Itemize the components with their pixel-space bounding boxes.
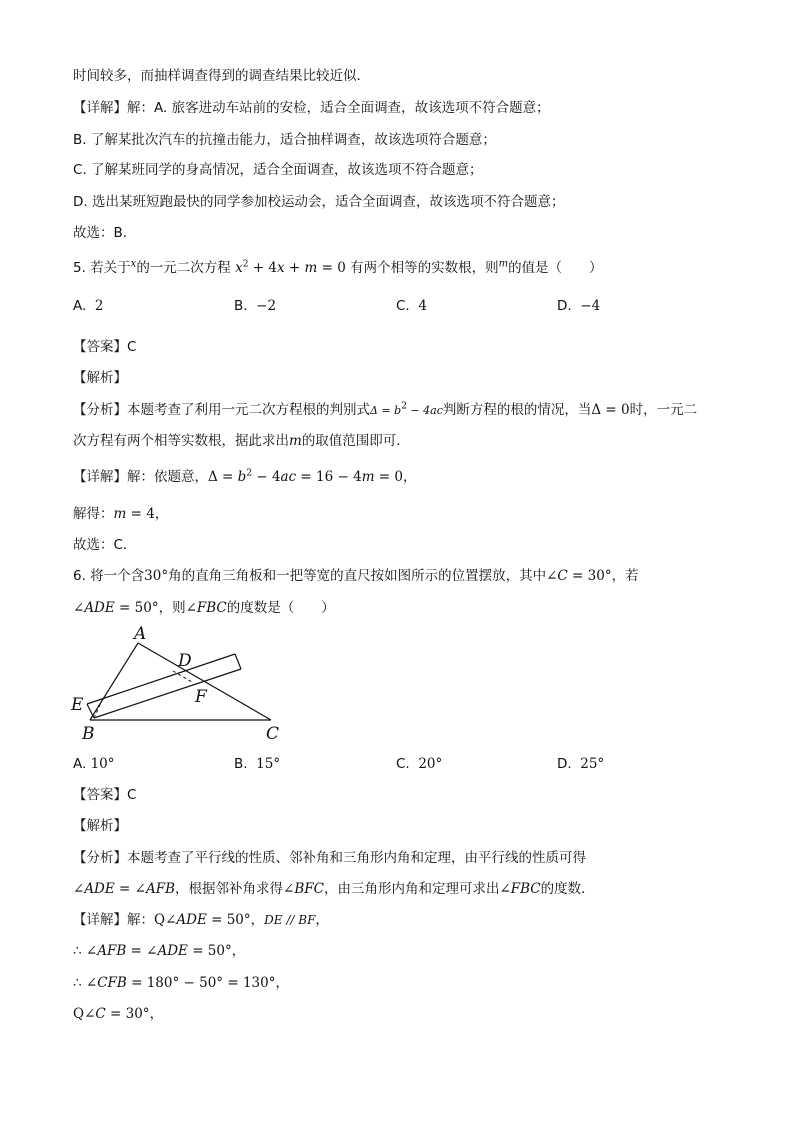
text-line: D. 选出某班短跑最快的同学参加校运动会，适合全面调查，故该选项不符合题意；: [73, 194, 565, 210]
label-d: D: [178, 651, 192, 671]
label-e: E: [71, 695, 84, 715]
analysis-text: 次方程有两个相等实数根，据此求出m的取值范围即可．: [73, 433, 410, 449]
label-f: F: [195, 687, 207, 707]
question-5-stem: 5. 若关于$^x$的一元二次方程 $x^2 + 4x + m = 0$ 有两个相等的实数根，则$^m$的值是（ ）: [73, 258, 603, 276]
option-c: C. 4: [396, 298, 427, 314]
ruler-end: [235, 654, 241, 669]
option-a: A. 10°: [73, 756, 115, 772]
analysis-text: ∠ADE = ∠AFB，根据邻补角求得∠BFC，由三角形内角和定理可求出∠FBC的度数．: [73, 881, 595, 897]
detail-text: 【详解】解：依题意，$\Delta = b^2 - 4ac = 16 - 4m = 0$，: [73, 468, 417, 485]
option-c: C. 20°: [396, 756, 443, 772]
option-d: D. −4: [557, 298, 601, 314]
ruler-end-left: [87, 704, 94, 718]
label-b: B: [82, 724, 95, 744]
text-line: 【详解】解：A. 旅客进动车站前的安检，适合全面调查，故该选项不符合题意；: [73, 100, 550, 116]
detail-text: ∴ ∠CFB = 180° − 50° = 130°，: [73, 975, 289, 991]
answer-label: 【答案】C: [73, 339, 137, 355]
detail-text: Q∠C = 30°，: [73, 1006, 164, 1022]
triangle-side-ab: [90, 643, 138, 720]
detail-text: 【详解】解：Q∠ADE = 50°，DE // BF，: [73, 912, 329, 928]
analysis-text: 【分析】本题考查了利用一元二次方程根的判别式$\Delta = b^2 - 4ac$判断方程的根的情况，当Δ = 0时，一元二: [73, 401, 698, 418]
analysis-text: 【分析】本题考查了平行线的性质、邻补角和三角形内角和定理，由平行线的性质可得: [73, 850, 586, 866]
analysis-label: 【解析】: [73, 370, 127, 386]
geometry-figure: [60, 620, 300, 750]
choose-text: 故选：C．: [73, 537, 137, 553]
detail-text: 解得：m = 4，: [73, 506, 169, 522]
text-line: C. 了解某班同学的身高情况，适合全面调查，故该选项不符合题意；: [73, 162, 483, 178]
text-line: 故选：B．: [73, 225, 137, 241]
text-line: 时间较多，而抽样调查得到的调查结果比较近似．: [73, 68, 370, 84]
option-b: B. 15°: [234, 756, 281, 772]
option-d: D. 25°: [557, 756, 605, 772]
text-line: B. 了解某批次汽车的抗撞击能力，适合抽样调查，故该选项符合题意；: [73, 132, 496, 148]
analysis-label: 【解析】: [73, 818, 127, 834]
answer-label: 【答案】C: [73, 787, 137, 803]
detail-text: ∴ ∠AFB = ∠ADE = 50°，: [73, 943, 246, 959]
option-a: A. 2: [73, 298, 104, 314]
label-c: C: [266, 724, 280, 744]
question-6-stem: ∠ADE = 50°，则∠FBC的度数是（ ）: [73, 600, 335, 616]
option-b: B. −2: [234, 298, 277, 314]
label-a: A: [134, 624, 147, 644]
question-6-stem: 6. 将一个含30°角的直角三角板和一把等宽的直尺按如图所示的位置摆放，其中∠C = 30°，若: [73, 568, 639, 584]
